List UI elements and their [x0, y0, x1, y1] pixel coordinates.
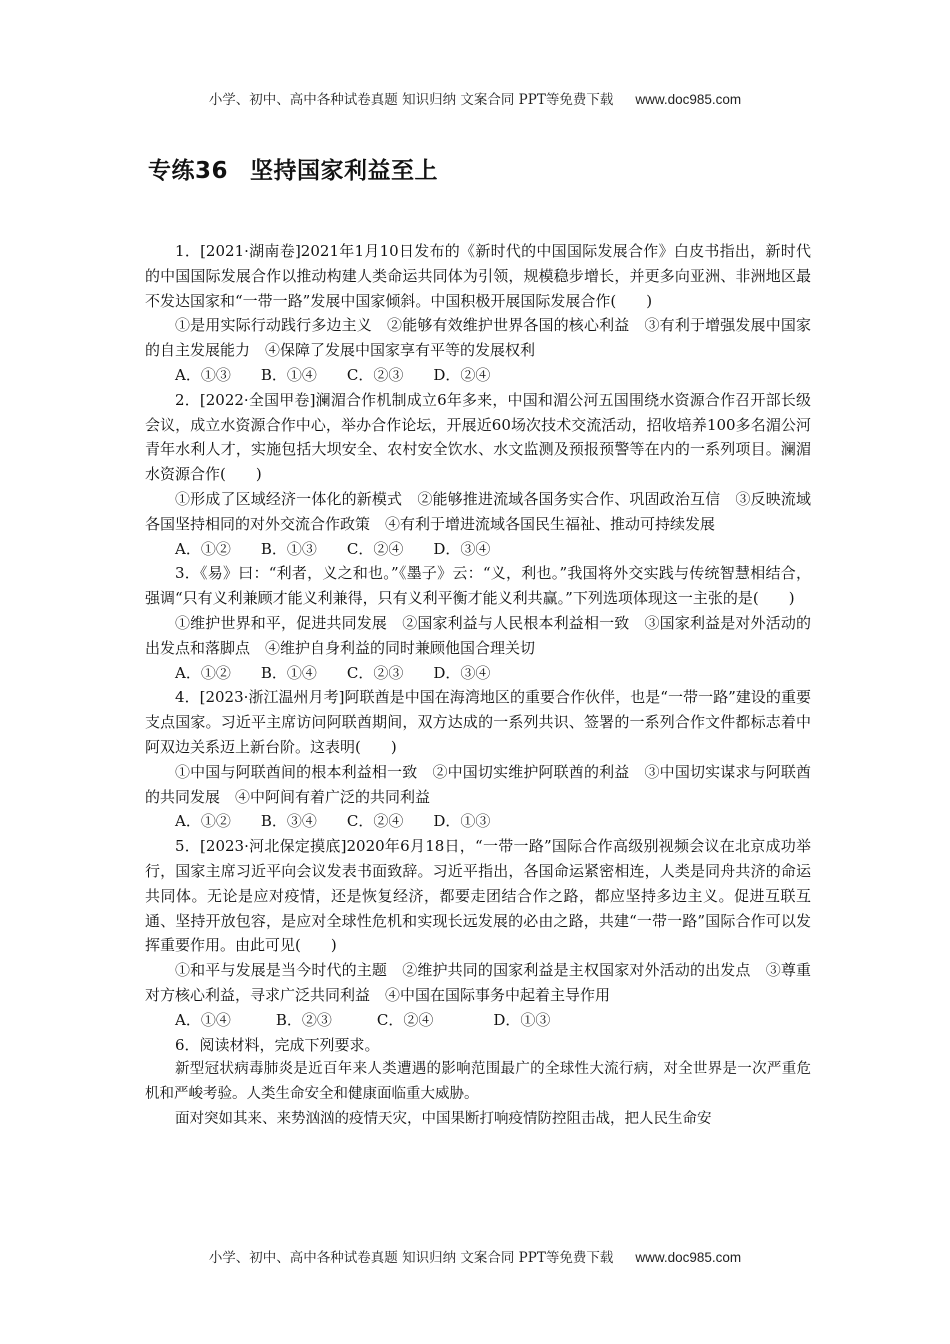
title-number: 专练36 — [148, 158, 229, 184]
page-title — [148, 152, 438, 185]
question-options: A．①② B．③④ C．②④ D．①③ — [175, 812, 491, 831]
header-text: 小学、初中、高中各种试卷真题 知识归纳 文案合同 PPT等免费下载 — [208, 92, 614, 108]
title-text: 坚持国家利益至上 — [250, 158, 439, 184]
question-items: ①维护世界和平，促进共同发展 ②国家利益与人民根本利益相一致 ③国家利益是对外活动的出发点和落脚点 ④维护自身利益的同时兼顾他国合理关切 — [145, 613, 811, 657]
page-footer — [0, 1246, 950, 1266]
question-2 — [145, 388, 811, 562]
question-3 — [145, 561, 811, 685]
question-stem: 4．[2023·浙江温州月考]阿联酋是中国在海湾地区的重要合作伙伴，也是“一带一路”建设的重要支点国家。习近平主席访问阿联酋期间，双方达成的一系列共识、签署的一系列合作文件都标志着中阿双边关系迈上新台阶。这表明( ) — [145, 688, 811, 756]
question-options: A．①② B．①③ C．②④ D．③④ — [175, 539, 491, 558]
footer-site-link[interactable]: www.doc985.com — [635, 1250, 742, 1265]
question-items: ①中国与阿联酋间的根本利益相一致 ②中国切实维护阿联酋的利益 ③中国切实谋求与阿联酋的共同发展 ④中阿间有着广泛的共同利益 — [145, 762, 811, 806]
footer-text: 小学、初中、高中各种试卷真题 知识归纳 文案合同 PPT等免费下载 — [208, 1250, 614, 1266]
question-list — [145, 239, 811, 1132]
question-5 — [145, 834, 811, 1032]
material-paragraph: 面对突如其来、来势汹汹的疫情天灾，中国果断打响疫情防控阻击战，把人民生命安 — [175, 1110, 712, 1127]
question-stem: 3．《易》曰：“利者，义之和也。”《墨子》云：“义，利也。”我国将外交实践与传统智慧相结合，强调“只有义利兼顾才能义利兼得，只有义利平衡才能义利共赢。”下列选项体现这一主张的是( ) — [145, 564, 811, 608]
question-4 — [145, 685, 811, 834]
question-stem: 1．[2021·湖南卷]2021年1月10日发布的《新时代的中国国际发展合作》白皮书指出，新时代的中国国际发展合作以推动构建人类命运共同体为引领，规模稳步增长，并更多向亚洲、非洲地区最不发达国家和“一带一路”发展中国家倾斜。中国积极开展国际发展合作( ) — [145, 242, 811, 310]
question-6 — [145, 1033, 811, 1132]
question-stem: 5．[2023·河北保定摸底]2020年6月18日，“一带一路”国际合作高级别视频会议在北京成功举行，国家主席习近平向会议发表书面致辞。习近平指出，各国命运紧密相连，人类是同舟共济的命运共同体。无论是应对疫情，还是恢复经济，都要走团结合作之路，都应坚持多边主义。促进互联互通、坚持开放包容，是应对全球性危机和实现长远发展的必由之路，共建“一带一路”国际合作可以发挥重要作用。由此可见( ) — [145, 837, 811, 955]
header-site-link[interactable]: www.doc985.com — [635, 92, 742, 107]
question-stem: 2．[2022·全国甲卷]澜湄合作机制成立6年多来，中国和湄公河五国围绕水资源合作召开部长级会议，成立水资源合作中心，举办合作论坛，开展近60场次技术交流活动，招收培养100多名湄公河青年水利人才，实施包括大坝安全、农村安全饮水、水文监测及预报预警等在内的一系列项目。澜湄水资源合作( ) — [145, 390, 811, 484]
material-paragraph: 新型冠状病毒肺炎是近百年来人类遭遇的影响范围最广的全球性大流行病，对全世界是一次严重危机和严峻考验。人类生命安全和健康面临重大威胁。 — [145, 1061, 811, 1103]
question-options: A．①③ B．①④ C．②③ D．②④ — [175, 365, 491, 384]
question-1 — [145, 239, 811, 388]
question-items: ①和平与发展是当今时代的主题 ②维护共同的国家利益是主权国家对外活动的出发点 ③尊重对方核心利益，寻求广泛共同利益 ④中国在国际事务中起着主导作用 — [145, 961, 811, 1004]
question-options: A．①② B．①④ C．②③ D．③④ — [175, 663, 491, 682]
page-header — [0, 88, 950, 108]
question-stem: 6．阅读材料，完成下列要求。 — [175, 1035, 380, 1054]
question-options: A．①④ B．②③ C．②④ D．①③ — [175, 1010, 551, 1029]
question-items: ①形成了区域经济一体化的新模式 ②能够推进流域各国务实合作、巩固政治互信 ③反映流域各国坚持相同的对外交流合作政策 ④有利于增进流域各国民生福祉、推动可持续发展 — [145, 489, 811, 533]
question-items: ①是用实际行动践行多边主义 ②能够有效维护世界各国的核心利益 ③有利于增强发展中国家的自主发展能力 ④保障了发展中国家享有平等的发展权利 — [145, 316, 811, 360]
